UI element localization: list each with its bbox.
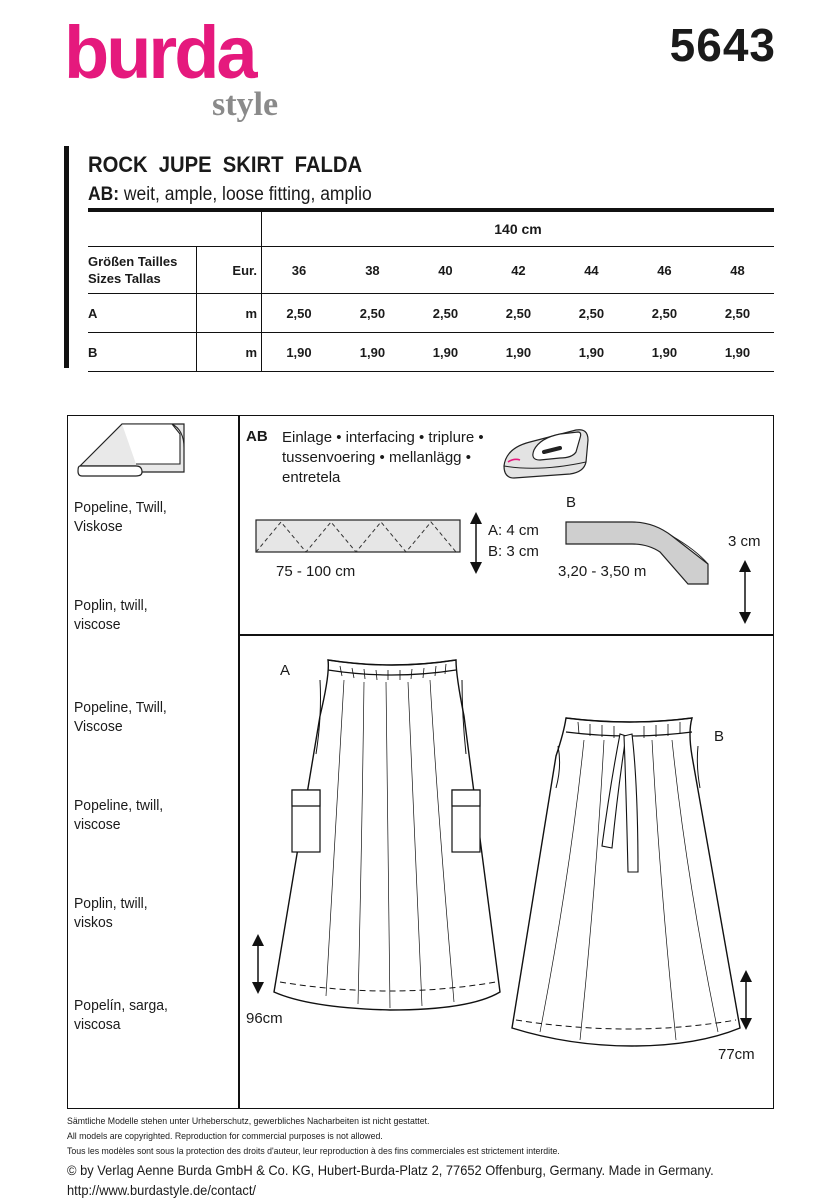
- fabric-suggestion-sv: Poplin, twill, viskos: [74, 895, 148, 931]
- fabric-suggestion-nl: Popeline, twill, viscose: [74, 797, 164, 833]
- interfacing-views: AB: [246, 428, 268, 445]
- size-cell: 46: [628, 247, 701, 294]
- skirt-b-drawing: [512, 718, 752, 1046]
- subtitle-views: AB:: [88, 184, 120, 205]
- garment-title: ROCK JUPE SKIRT FALDA: [88, 152, 363, 177]
- tape-view-label: B: [566, 494, 577, 511]
- logo-style-text: style: [212, 86, 279, 123]
- view-a-label: A: [280, 662, 291, 679]
- fabric-suggestion-de: Popeline, Twill, Viskose: [74, 499, 167, 535]
- iron-icon: [500, 422, 592, 484]
- yardage-cell: 2,50: [262, 294, 336, 333]
- yardage-cell: 2,50: [628, 294, 701, 333]
- view-b-length: 77cm: [718, 1046, 755, 1063]
- table-row-sizes: [88, 247, 774, 294]
- size-cell: 48: [701, 247, 774, 294]
- fabric-bolt-icon: [76, 420, 188, 480]
- yardage-cell: 2,50: [336, 294, 409, 333]
- size-cell: 42: [482, 247, 555, 294]
- strip-width-a-label: A: 4 cm: [488, 522, 539, 539]
- size-label: Größen Tailles Sizes Tallas: [88, 247, 197, 294]
- title-accent-bar: [64, 146, 69, 368]
- view-b-label: B: [714, 728, 725, 745]
- strip-length-label: 75 - 100 cm: [276, 563, 356, 580]
- burda-style-logo: [64, 11, 304, 126]
- size-cell: 38: [336, 247, 409, 294]
- size-cell: 40: [409, 247, 482, 294]
- yardage-cell: 2,50: [701, 294, 774, 333]
- fabric-suggestion-es: Popelín, sarga, viscosa: [74, 997, 168, 1033]
- copyright-fr: Tous les modèles sont sous la protection des droits d'auteur, leur reproduction à des fins commerciales est strictement interdite.: [67, 1146, 560, 1157]
- fabric-requirements-table: [88, 208, 774, 372]
- yardage-cell: 1,90: [555, 333, 628, 372]
- interfacing-label: Einlage • interfacing • triplure • tussenvoering • mellanlägg • entretela: [282, 429, 484, 486]
- view-a-length: 96cm: [246, 1010, 283, 1027]
- yardage-cell: 1,90: [262, 333, 336, 372]
- skirt-technical-drawings: [240, 636, 772, 1106]
- yardage-cell: 1,90: [336, 333, 409, 372]
- pattern-number: 5643: [669, 19, 776, 71]
- yardage-cell: 2,50: [409, 294, 482, 333]
- yardage-cell: 1,90: [409, 333, 482, 372]
- table-row-view-b: B m 1,90 1,90 1,90 1,90 1,90 1,90 1,90: [88, 333, 774, 372]
- copyright-de: Sämtliche Modelle stehen unter Urheberschutz, gewerbliches Nacharbeiten ist nicht gestattet.: [67, 1116, 430, 1127]
- size-cell: 44: [555, 247, 628, 294]
- logo-burda-text: burda: [64, 11, 255, 94]
- size-cell: 36: [262, 247, 336, 294]
- size-unit: Eur.: [197, 247, 262, 294]
- yardage-cell: 1,90: [628, 333, 701, 372]
- skirt-a-drawing: [252, 660, 500, 1010]
- fabric-suggestion-fr: Popeline, Twill, Viscose: [74, 699, 167, 735]
- contact-url[interactable]: http://www.burdastyle.de/contact/: [67, 1182, 257, 1198]
- strip-width-b-label: B: 3 cm: [488, 543, 539, 560]
- table-row-view-a: A m 2,50 2,50 2,50 2,50 2,50 2,50 2,50: [88, 294, 774, 333]
- interfacing-strip-shape: [256, 520, 460, 552]
- table-row-fabric-width: [88, 210, 774, 247]
- garment-subtitle: [88, 184, 372, 206]
- tape-width-label: 3 cm: [728, 533, 761, 550]
- yardage-cell: 2,50: [482, 294, 555, 333]
- yardage-cell: 2,50: [555, 294, 628, 333]
- fabric-width: 140 cm: [262, 210, 775, 247]
- fabric-suggestion-en: Poplin, twill, viscose: [74, 597, 148, 633]
- publisher-address: © by Verlag Aenne Burda GmbH & Co. KG, Hubert-Burda-Platz 2, 77652 Offenburg, Germany. Made in Germany.: [67, 1162, 714, 1178]
- tape-length-label: 3,20 - 3,50 m: [558, 563, 647, 580]
- yardage-cell: 1,90: [701, 333, 774, 372]
- copyright-en: All models are copyrighted. Reproduction for commercial purposes is not allowed.: [67, 1131, 383, 1142]
- subtitle-description: weit, ample, loose fitting, amplio: [119, 184, 372, 205]
- yardage-cell: 1,90: [482, 333, 555, 372]
- interfacing-strips: [240, 490, 772, 634]
